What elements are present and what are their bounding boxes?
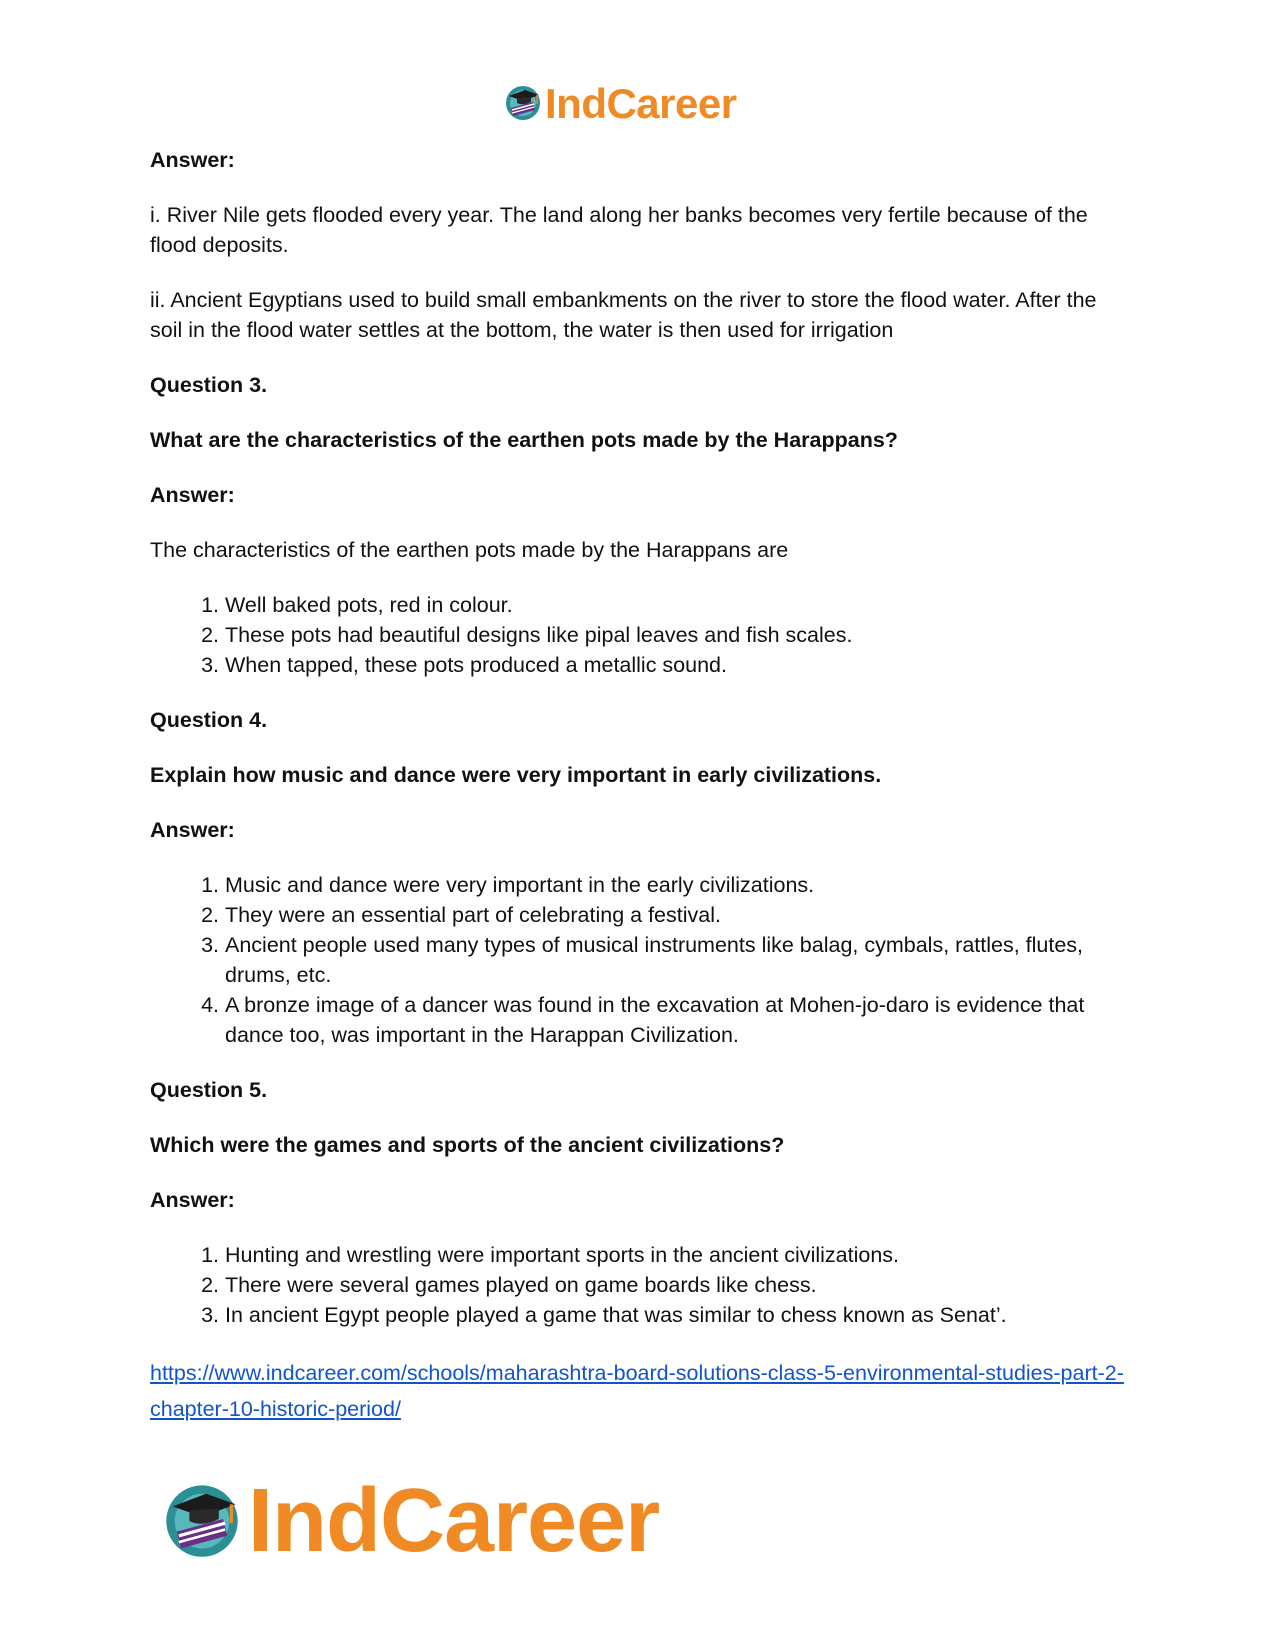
- question-text: Explain how music and dance were very important in early civilizations.: [150, 763, 882, 787]
- header-logo: [503, 80, 737, 128]
- list-item: 3. Ancient people used many types of musical instruments like balag, cymbals, rattles, flutes, drums, etc.: [225, 930, 1125, 990]
- question-text: Which were the games and sports of the ancient civilizations?: [150, 1133, 785, 1157]
- footer-logo-text: IndCareer: [248, 1471, 660, 1571]
- list-item: 2. These pots had beautiful designs like pipal leaves and fish scales.: [225, 620, 1125, 650]
- document-content: [150, 145, 1125, 1427]
- question-label: Question 5.: [150, 1078, 268, 1102]
- answer-list: [150, 1240, 1125, 1330]
- answer-paragraph: i. River Nile gets flooded every year. The land along her banks becomes very fertile because of the flood deposits.: [150, 203, 1088, 257]
- question-text: What are the characteristics of the earthen pots made by the Harappans?: [150, 428, 898, 452]
- answer-label: Answer:: [150, 818, 235, 842]
- graduation-cap-book-globe-icon: [160, 1477, 244, 1566]
- source-link-wrapper: [150, 1355, 1125, 1427]
- graduation-cap-book-globe-icon: [503, 82, 543, 127]
- source-link[interactable]: https://www.indcareer.com/schools/maharashtra-board-solutions-class-5-environmental-studies-part-2-chapter-10-historic-period/: [150, 1361, 1124, 1421]
- list-item: 1. Music and dance were very important in the early civilizations.: [225, 870, 1125, 900]
- question-label: Question 4.: [150, 708, 268, 732]
- answer-list: [150, 590, 1125, 680]
- answer-paragraph: ii. Ancient Egyptians used to build small embankments on the river to store the flood water. After the soil in the flood water settles at the bottom, the water is then used for irrigation: [150, 288, 1097, 342]
- list-item: 4. A bronze image of a dancer was found in the excavation at Mohen-jo-daro is evidence that dance too, was important in the Harappan Civilization.: [225, 990, 1125, 1050]
- list-item: 3. When tapped, these pots produced a metallic sound.: [225, 650, 1125, 680]
- answer-label: Answer:: [150, 1188, 235, 1212]
- answer-list: [150, 870, 1125, 1050]
- answer-label: Answer:: [150, 148, 235, 172]
- header-logo-text: IndCareer: [545, 80, 737, 127]
- list-item: 1. Well baked pots, red in colour.: [225, 590, 1125, 620]
- list-item: 3. In ancient Egypt people played a game that was similar to chess known as Senat’.: [225, 1300, 1125, 1330]
- list-item: 2. There were several games played on game boards like chess.: [225, 1270, 1125, 1300]
- list-item: 1. Hunting and wrestling were important sports in the ancient civilizations.: [225, 1240, 1125, 1270]
- question-label: Question 3.: [150, 373, 268, 397]
- list-item: 2. They were an essential part of celebrating a festival.: [225, 900, 1125, 930]
- answer-label: Answer:: [150, 483, 235, 507]
- answer-intro: The characteristics of the earthen pots made by the Harappans are: [150, 538, 789, 562]
- footer-logo: [160, 1470, 659, 1573]
